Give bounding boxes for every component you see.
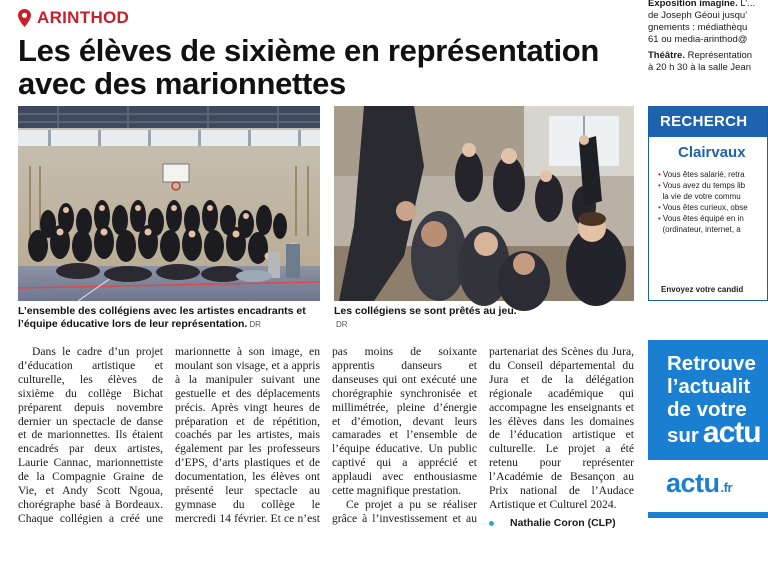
recherche-item: la vie de votre commu — [662, 192, 741, 201]
recherche-box — [648, 106, 768, 301]
sidebar-brief-line: de Joseph Géoui jusqu’ — [648, 10, 748, 21]
photo1-caption — [18, 305, 320, 331]
photo2-credit: DR — [336, 320, 348, 329]
recherche-item: • Vous êtes curieux, obse — [658, 203, 748, 212]
photo1-credit: DR — [249, 320, 261, 329]
sidebar-brief-line: 61 ou media-arinthod@ — [648, 34, 748, 45]
headline-line-1: Les élèves de sixième en représentation — [18, 33, 600, 68]
recherche-title: RECHERCH — [649, 107, 767, 137]
recherche-item: • Vous avez du temps lib — [658, 181, 746, 190]
recherche-item: • Vous êtes salarié, retra — [658, 170, 745, 179]
sidebar-brief-line: à 20 h 30 à la salle Jean — [648, 62, 751, 73]
article-paragraph-2: Ce projet a pu se réaliser grâce à l’investissement et au partenariat des Scènes du Jura, du Conseil départemental du Jura et de la délégation régionale académique qui accompagne les enseignants et les élèves dans les domaines de l’éducation artistique et culturelle. Le projet a été retenu pour représenter l’Académie de Besançon au Prix national de l’Audace Artistique et Culturel 2024. — [332, 345, 634, 525]
actu-ad-line-1: Retrouve — [667, 352, 756, 375]
recherche-footer: Envoyez votre candid — [661, 285, 744, 294]
article-body — [18, 345, 634, 531]
photo2-caption — [334, 305, 634, 331]
actu-ad-line-3: de votre — [667, 398, 747, 421]
photo2-caption-text: Les collégiens se sont prêtés au jeu. — [334, 305, 517, 317]
locality-header — [18, 8, 129, 28]
recherche-list — [649, 161, 767, 235]
bullet-dot-icon — [489, 521, 494, 526]
photo-group-gymnasium — [18, 106, 320, 301]
sidebar-brief-line: gnements : médiathèqu — [648, 22, 748, 33]
photo1-caption-text: L’ensemble des collégiens avec les artistes encadrants et l’équipe éducative lors de leur représentation. — [18, 305, 306, 330]
recherche-item: • Vous êtes équipé en in — [658, 214, 744, 223]
headline-line-2: avec des marionnettes — [18, 66, 346, 101]
sidebar-brief-line: Exposition imagine. L’... — [648, 0, 756, 9]
sidebar-brief-line: Théâtre. Représentation — [648, 50, 753, 61]
article-headline — [18, 34, 638, 100]
recherche-place: Clairvaux — [678, 144, 746, 161]
actu-advertisement[interactable] — [648, 340, 768, 518]
photo-students-puppets — [334, 106, 634, 301]
article-signature — [489, 517, 634, 531]
actu-logo: actu.fr — [666, 468, 733, 498]
article-paragraph-1: Dans le cadre d’un projet d’éducation artistique et culturelle, les élèves de sixième du collège Bichat préparent depuis novembre dernier un spectacle de danse et de marionnettes. Ils étaient encadrés par deux artistes, Laurie Cannac, marionnettiste de la Compagnie Graine de Vie, et Andy Scott Ngoua, chorégraphe basé à Bordeaux. Chaque collégien a créé une marionnette à son image, en moulant son visage, et a appris à la manipuler suivant une gestuelle et des déplacements précis. Après vingt heures de préparation et de répétition, coachés par les artistes, mais également par les professeurs d’EPS, d’arts plastiques et de documentation, les élèves ont présenté leur spectacle au gymnase du collège le mercredi 14 février. Et ce n’est pas moins de soixante apprentis danseurs et danseuses qui ont exécuté une chorégraphie synchronisée et millimétrée, pleine d’énergie et d’émotion, devant leurs camarades et l’ensemble de l’équipe éducative. Un public captivé qui a apprécié et applaudi avec enthousiasme cette magnifique prestation. — [18, 345, 477, 525]
article-author: Nathalie Coron (CLP) — [510, 516, 616, 529]
actu-ad-line-4: sur actu — [667, 416, 761, 449]
locality-label: ARINTHOD — [37, 8, 130, 27]
location-pin-icon — [18, 9, 31, 27]
sidebar-briefs — [648, 0, 755, 74]
recherche-item: (ordinateur, internet, a — [662, 225, 741, 234]
right-sidebar — [648, 0, 761, 563]
actu-ad-line-2: l’actualit — [667, 375, 751, 398]
